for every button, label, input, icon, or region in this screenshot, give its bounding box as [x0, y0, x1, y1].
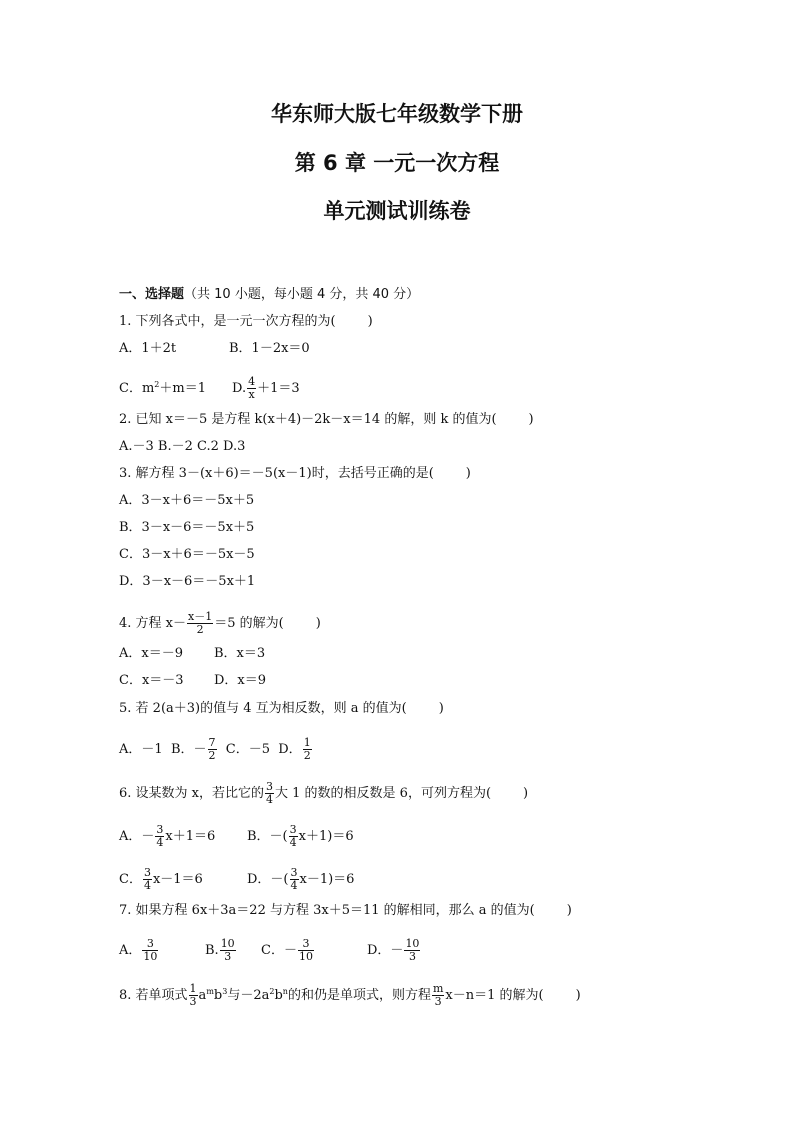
question-3-option-b: B．3－x－6＝－5x＋5 [119, 520, 255, 535]
question-5-options: A．－1 B．－ $\frac{7}{2}$ C．－5 D． $\frac{1}{2}$ [119, 736, 311, 762]
question-2-options: A.－3 B.－2 C.2 D.3 [119, 439, 246, 454]
question-8-stem: 8. 若单项式 $\frac{1}{3}$ $a^mb^3$与$-2a^2b^n$的和仍是单项式，则方程 $\frac{m}{3}$ x－n＝1 的解为( ) [119, 982, 581, 1008]
question-2-stem: 2. 已知 x＝－5 是方程 k(x＋4)－2k－x＝14 的解，则 k 的值为( ) [119, 412, 534, 427]
option-d: D. $\frac{4}{x}$ ＋1＝3 [232, 375, 300, 401]
document-title: 华东师大版七年级数学下册 [271, 102, 523, 126]
question-3-option-a: A．3－x＋6＝－5x＋5 [119, 493, 255, 508]
question-6-stem: 6. 设某数为 x，若比它的 $\frac{3}{4}$ 大 1 的数的相反数是 6，可列方程为( ) [119, 780, 529, 806]
question-3-option-d: D．3－x－6＝－5x＋1 [119, 574, 256, 589]
question-4-options-cd: C．x＝－3 D．x＝9 [119, 673, 267, 688]
question-5-stem: 5. 若 2(a＋3)的值与 4 互为相反数，则 a 的值为( ) [119, 701, 444, 716]
question-6-options-ab: A．－ $\frac{3}{4}$ x＋1＝6 B．－( $\frac{3}{4}$ x＋1)＝6 [119, 823, 354, 849]
question-1-options-cd [119, 376, 300, 401]
question-7-options: A． $\frac{3}{10}$ B. $\frac{10}{3}$ C．－ $\frac{3}{10}$ D．－ $\frac{10}{3}$ [119, 937, 420, 963]
fraction: $\frac{x-1}{2}$ [188, 610, 213, 636]
question-3-stem: 3. 解方程 3－(x＋6)＝－5(x－1)时，去括号正确的是( ) [119, 466, 471, 481]
question-6-options-cd: C． $\frac{3}{4}$ x－1＝6 D．－( $\frac{3}{4}$ x－1)＝6 [119, 866, 355, 892]
option-b: B．1－2x＝0 [229, 341, 310, 356]
question-3-option-c: C．3－x＋6＝－5x－5 [119, 547, 255, 562]
question-7-stem: 7. 如果方程 6x＋3a＝22 与方程 3x＋5＝11 的解相同，那么 a 的值为( ) [119, 903, 572, 918]
option-c: C．$m^2+m=1$ [119, 380, 206, 396]
question-1-stem: 1. 下列各式中，是一元一次方程的为( ) [119, 314, 373, 329]
section-heading [119, 287, 419, 303]
question-4-stem: 4. 方程 x－ $\frac{x-1}{2}$ ＝5 的解为( ) [119, 610, 321, 636]
chapter-title: 第 6 章 一元一次方程 [294, 151, 500, 175]
test-title: 单元测试训练卷 [323, 199, 471, 223]
section-heading-label: 一、选择题 [119, 287, 185, 302]
question-1-options-ab [119, 341, 310, 357]
section-note: （共 10 小题，每小题 4 分，共 40 分） [184, 287, 420, 302]
question-4-options-ab: A．x＝－9 B．x＝3 [119, 646, 266, 661]
option-a: A．1＋2t [119, 341, 177, 356]
fraction: $\frac{4}{x}$ [248, 375, 256, 401]
